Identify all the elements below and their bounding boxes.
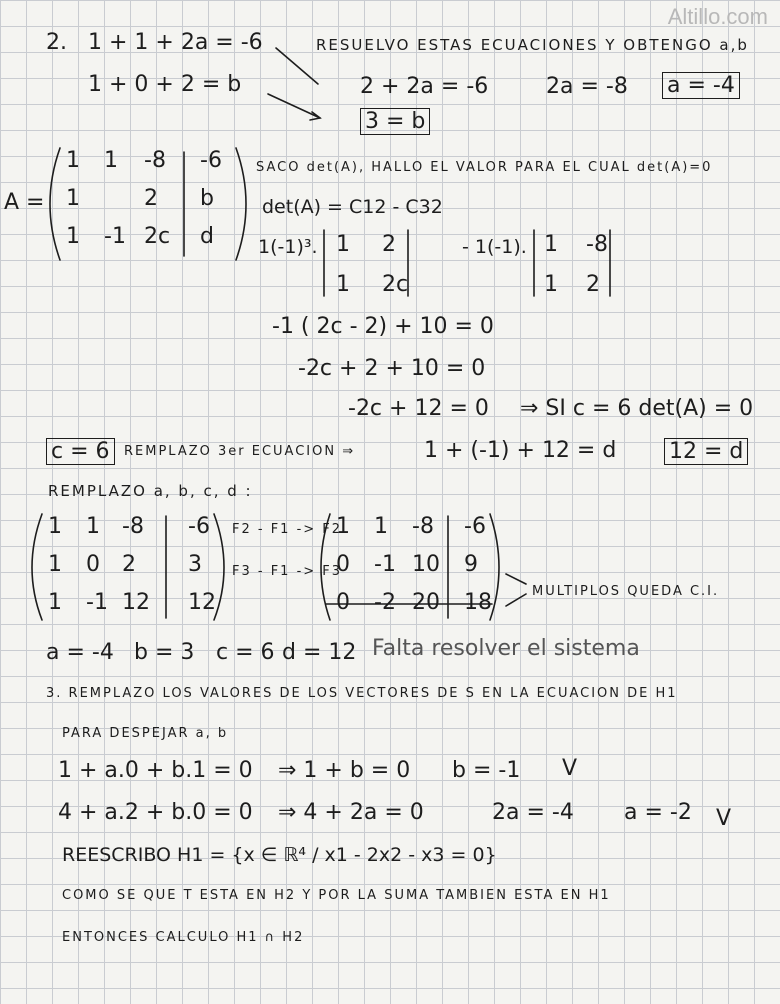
matrix-a-cell-r2c2: 2c	[144, 224, 171, 249]
matrix-2-left-cell-r1c2: 2	[122, 552, 136, 577]
multiples-arrow-upper	[506, 574, 526, 584]
d-box: 12 = d	[664, 438, 748, 465]
minor-1-prefix: 1(-1)³.	[258, 236, 318, 258]
margin-note: Falta resolver el sistema	[372, 636, 640, 661]
arrow-stroke-1	[276, 48, 318, 84]
step-2: 2a = -8	[546, 74, 628, 99]
matrix-2-right-cell-r1c3: 9	[464, 552, 478, 577]
equation-2: 1 + 0 + 2 = b	[88, 72, 242, 97]
step-1: 2 + 2a = -6	[360, 74, 489, 99]
p3-eq-1c: b = -1	[452, 758, 521, 783]
matrix-2-left-bracket	[32, 514, 42, 620]
matrix-2-right-cell-r0c0: 1	[336, 514, 350, 539]
result-b-box: 3 = b	[360, 108, 430, 135]
p3-eq-1: 1 + a.0 + b.1 = 0	[58, 758, 253, 783]
matrix-2-left-cell-r1c3: 3	[188, 552, 202, 577]
watermark: Altillo.com	[667, 4, 768, 29]
matrix-a-cell-r0c3: -6	[200, 148, 222, 173]
value-d: d = 12	[282, 640, 357, 665]
matrix-2-left-cell-r1c1: 0	[86, 552, 100, 577]
multiples-note: MULTIPLOS QUEDA C.I.	[532, 584, 720, 599]
check-2: V	[716, 806, 732, 831]
matrix-2-left-cell-r0c3: -6	[188, 514, 210, 539]
matrix-2-right-cell-r1c2: 10	[412, 552, 440, 577]
matrix-2-left-cell-r0c2: -8	[122, 514, 144, 539]
det-expansion: det(A) = C12 - C32	[262, 196, 443, 218]
matrix-a-cell-r0c1: 1	[104, 148, 118, 173]
value-b: b = 3	[134, 640, 195, 665]
multiples-arrow-lower	[506, 594, 526, 606]
value-a: a = -4	[46, 640, 114, 665]
matrix-2-mid-bracket	[214, 514, 224, 620]
como-line: COMO SE QUE T ESTA EN H2 Y POR LA SUMA TAMBIEN ESTA EN H1	[62, 888, 611, 903]
problem-3-line-1: 3. REMPLAZO LOS VALORES DE LOS VECTORES DE S EN LA ECUACION DE H1	[46, 686, 678, 701]
matrix-a-label: A =	[4, 190, 45, 215]
det-conclusion: ⇒ SI c = 6 det(A) = 0	[520, 396, 754, 421]
calc-1: -1 ( 2c - 2) + 10 = 0	[272, 314, 494, 339]
row-op-1: F2 - F1 -> F2	[232, 522, 343, 537]
matrix-a-cell-r1c0: 1	[66, 186, 80, 211]
entonces-line: ENTONCES CALCULO H1 ∩ H2	[62, 930, 305, 945]
matrix-a-cell-r1c2: 2	[144, 186, 158, 211]
problem-3-line-2: PARA DESPEJAR a, b	[62, 726, 229, 741]
p3-eq-2c: 2a = -4	[492, 800, 574, 825]
matrix-2-left-cell-r0c0: 1	[48, 514, 62, 539]
value-c: c = 6	[216, 640, 275, 665]
matrix-note: SACO det(A), HALLO EL VALOR PARA EL CUAL det(A)=0	[256, 160, 713, 175]
p3-eq-2: 4 + a.2 + b.0 = 0	[58, 800, 253, 825]
matrix-2-left-cell-r2c2: 12	[122, 590, 150, 615]
matrix-2-right-cell-r2c2: 20	[412, 590, 440, 615]
p3-eq-1b: ⇒ 1 + b = 0	[278, 758, 411, 783]
replace-text: REMPLAZO 3er ECUACION ⇒	[124, 444, 356, 459]
matrix-2-right-cell-r1c0: 0	[336, 552, 350, 577]
equation-1: 1 + 1 + 2a = -6	[88, 30, 263, 55]
matrix-a-cell-r2c3: d	[200, 224, 214, 249]
minor-2-cell-r1c1: 2	[586, 272, 600, 297]
replace-equation: 1 + (-1) + 12 = d	[424, 438, 617, 463]
minor-2-cell-r0c1: -8	[586, 232, 608, 257]
minor-2-prefix: - 1(-1).	[462, 236, 527, 258]
matrix-2-left-cell-r2c1: -1	[86, 590, 108, 615]
matrix-2-right-cell-r1c1: -1	[374, 552, 396, 577]
matrix-a-cell-r0c0: 1	[66, 148, 80, 173]
matrix-a-cell-r2c0: 1	[66, 224, 80, 249]
matrix-2-right-cell-r2c1: -2	[374, 590, 396, 615]
matrix-a-cell-r2c1: -1	[104, 224, 126, 249]
problem-note: RESUELVO ESTAS ECUACIONES Y OBTENGO a,b	[316, 36, 749, 54]
matrix-2-left-cell-r2c0: 1	[48, 590, 62, 615]
problem-number: 2.	[46, 30, 67, 55]
p3-eq-2d: a = -2	[624, 800, 692, 825]
arrow-stroke-2	[268, 94, 320, 118]
minor-1-cell-r1c1: 2c	[382, 272, 409, 297]
matrix-2-right-cell-r2c0: 0	[336, 590, 350, 615]
matrix-2-right-cell-r2c3: 18	[464, 590, 492, 615]
matrix-2-left-cell-r0c1: 1	[86, 514, 100, 539]
matrix-2-right-cell-r0c2: -8	[412, 514, 434, 539]
c-box: c = 6	[46, 438, 115, 465]
matrix-2-left-cell-r2c3: 12	[188, 590, 216, 615]
calc-3: -2c + 12 = 0	[348, 396, 489, 421]
rewrite-h1: REESCRIBO H1 = {x ∈ ℝ⁴ / x1 - 2x2 - x3 = 0}	[62, 844, 497, 866]
minor-2-cell-r0c0: 1	[544, 232, 558, 257]
minor-1-cell-r0c0: 1	[336, 232, 350, 257]
replace-line-2: REMPLAZO a, b, c, d :	[48, 482, 253, 500]
calc-2: -2c + 2 + 10 = 0	[298, 356, 486, 381]
matrix-a-cell-r1c3: b	[200, 186, 214, 211]
p3-eq-2b: ⇒ 4 + 2a = 0	[278, 800, 424, 825]
matrix-a-cell-r0c2: -8	[144, 148, 166, 173]
check-1: V	[562, 756, 578, 781]
result-a-box: a = -4	[662, 72, 740, 99]
matrix-2-left-cell-r1c0: 1	[48, 552, 62, 577]
matrix-a-right-bracket	[236, 148, 246, 260]
matrix-a-left-bracket	[50, 148, 60, 260]
row-op-2: F3 - F1 -> F3	[232, 564, 343, 579]
minor-2-cell-r1c0: 1	[544, 272, 558, 297]
minor-1-cell-r1c0: 1	[336, 272, 350, 297]
matrix-2-right-cell-r0c1: 1	[374, 514, 388, 539]
matrix-2-right-cell-r0c3: -6	[464, 514, 486, 539]
minor-1-cell-r0c1: 2	[382, 232, 396, 257]
